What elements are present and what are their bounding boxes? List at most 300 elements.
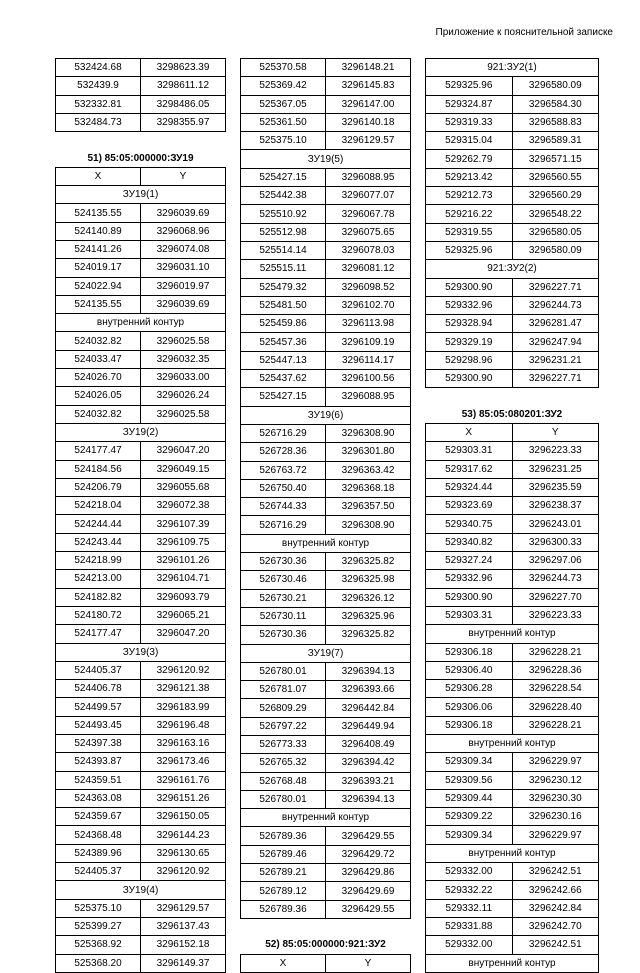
x-cell: 524141.26 [56,240,141,258]
x-cell: 529323.69 [426,497,513,515]
y-cell: 3296429.69 [326,882,411,900]
table-row [241,223,411,241]
y-cell: 3296580.09 [512,241,599,259]
x-cell: X [426,423,513,441]
table-row [241,479,411,497]
y-cell: 3296242.66 [512,881,599,899]
table-row [241,553,411,571]
table-row [241,315,411,333]
y-cell: 3296074.08 [141,240,226,258]
x-cell: 529324.87 [426,95,513,113]
y-cell: 3296589.31 [512,132,599,150]
y-cell: 3296196.48 [141,716,226,734]
x-cell: 526789.46 [241,845,326,863]
x-cell: 524393.87 [56,753,141,771]
y-cell: 3296297.06 [512,552,599,570]
x-cell: 525427.15 [241,388,326,406]
x-cell: 524177.47 [56,442,141,460]
y-cell: 3296077.07 [326,187,411,205]
x-cell: 525427.15 [241,168,326,186]
x-cell: 524213.00 [56,570,141,588]
x-cell: 532424.68 [56,59,141,77]
section-spacer [425,388,599,405]
x-cell: 525512.98 [241,223,326,241]
x-cell: 524493.45 [56,716,141,734]
x-cell: 532484.73 [56,113,141,131]
x-cell: 529317.62 [426,460,513,478]
y-cell: 3298355.97 [141,113,226,131]
table-row [56,77,226,95]
x-cell: 529306.18 [426,716,513,734]
y-cell: 3296065.21 [141,606,226,624]
y-cell: 3296242.51 [512,863,599,881]
contour-label-row [426,954,599,972]
x-cell: 526780.01 [241,662,326,680]
x-cell: 529298.96 [426,351,513,369]
table-row [241,754,411,772]
table-row [241,681,411,699]
contour-label-row [56,186,226,204]
y-cell: 3296301.80 [326,443,411,461]
table-row [56,753,226,771]
y-cell: 3296067.78 [326,205,411,223]
contour-label: внутренний контур [426,734,599,752]
x-cell: 524177.47 [56,625,141,643]
table-row [426,936,599,954]
table-row [56,716,226,734]
y-cell: 3296408.49 [326,735,411,753]
x-cell: 525375.10 [241,132,326,150]
table-row [56,936,226,954]
table-row [241,772,411,790]
x-cell: 529300.90 [426,588,513,606]
table-row [241,95,411,113]
table-row [241,461,411,479]
y-cell: 3296033.00 [141,369,226,387]
x-cell: 525447.13 [241,351,326,369]
x-cell: 524368.48 [56,826,141,844]
x-cell: 524032.82 [56,405,141,423]
y-cell: 3298611.12 [141,77,226,95]
y-cell: 3296107.39 [141,515,226,533]
y-cell: 3296144.23 [141,826,226,844]
x-cell: 529319.33 [426,113,513,131]
table-row [426,315,599,333]
table-row [426,570,599,588]
table-row [56,844,226,862]
coordinates-table [425,58,599,388]
y-cell: 3296242.84 [512,899,599,917]
table-row [241,278,411,296]
contour-label-row [241,809,411,827]
x-cell: X [56,167,141,185]
section-heading: 51) 85:05:000000:ЗУ19 [87,152,194,164]
x-cell: 529332.96 [426,296,513,314]
y-cell: 3296247.94 [512,333,599,351]
y-cell: 3296047.20 [141,625,226,643]
x-cell: 526789.36 [241,900,326,918]
contour-label: ЗУ19(3) [56,643,226,661]
y-cell: 3296047.20 [141,442,226,460]
y-cell: 3296039.69 [141,204,226,222]
x-cell: 524218.99 [56,552,141,570]
table-row [426,77,599,95]
y-cell: 3296368.18 [326,479,411,497]
x-cell: 524026.70 [56,369,141,387]
contour-label-row [241,406,411,424]
table-row [56,95,226,113]
table-row [426,333,599,351]
x-cell: 524140.89 [56,222,141,240]
y-cell: 3296308.90 [326,516,411,534]
y-cell: 3296393.66 [326,681,411,699]
table-row [56,350,226,368]
y-cell: 3296325.98 [326,571,411,589]
x-cell: 529309.56 [426,771,513,789]
table-row [241,589,411,607]
table-row [56,734,226,752]
x-cell: 529315.04 [426,132,513,150]
table-row [241,296,411,314]
table-row [426,478,599,496]
table-row [56,369,226,387]
x-cell: 525369.42 [241,77,326,95]
table-row [426,296,599,314]
y-cell: 3296113.98 [326,315,411,333]
y-cell: 3296145.83 [326,77,411,95]
y-cell: 3296025.58 [141,332,226,350]
x-cell: 529213.42 [426,168,513,186]
table-row [426,899,599,917]
table-row [241,735,411,753]
table-row [241,132,411,150]
y-cell: 3296238.37 [512,497,599,515]
x-cell: 524244.44 [56,515,141,533]
x-cell: 529309.44 [426,789,513,807]
y-cell: 3296231.21 [512,351,599,369]
y-cell: 3296075.65 [326,223,411,241]
y-cell: 3296230.16 [512,808,599,826]
table-row [426,95,599,113]
y-cell: 3296394.42 [326,754,411,772]
x-cell: 524033.47 [56,350,141,368]
y-cell: Y [141,167,226,185]
table-row [241,333,411,351]
table-row [241,241,411,259]
y-cell: 3296357.50 [326,498,411,516]
table-row [426,716,599,734]
y-cell: 3296243.01 [512,515,599,533]
y-cell: 3296228.40 [512,698,599,716]
x-cell: 529340.75 [426,515,513,533]
x-cell: 529300.90 [426,370,513,388]
table-row [56,478,226,496]
table-row [426,168,599,186]
x-cell: 526716.29 [241,516,326,534]
table-row [56,113,226,131]
x-cell: 529303.31 [426,606,513,624]
x-cell: 525361.50 [241,113,326,131]
x-cell: 524019.17 [56,259,141,277]
y-cell: 3296548.22 [512,205,599,223]
coordinates-column-3 [425,58,599,973]
y-cell: 3296228.21 [512,716,599,734]
table-row [426,753,599,771]
x-cell: 529332.00 [426,936,513,954]
coordinates-column-2 [240,58,411,973]
x-cell: 524405.37 [56,863,141,881]
x-cell: 529212.73 [426,187,513,205]
x-cell: 524389.96 [56,844,141,862]
table-row [426,351,599,369]
table-row [56,204,226,222]
y-cell: 3296442.84 [326,699,411,717]
table-row [56,606,226,624]
coordinates-table [240,954,411,973]
x-cell: 529306.18 [426,643,513,661]
x-cell: 526765.32 [241,754,326,772]
y-cell: 3296129.57 [141,899,226,917]
table-row [56,899,226,917]
table-row [426,917,599,935]
table-row [56,771,226,789]
y-cell: 3296308.90 [326,424,411,442]
table-row [241,954,411,972]
x-cell: 526809.29 [241,699,326,717]
y-cell: 3296100.56 [326,370,411,388]
table-row [241,845,411,863]
y-cell: 3296429.86 [326,864,411,882]
y-cell: 3296325.82 [326,553,411,571]
y-cell: 3296326.12 [326,589,411,607]
y-cell: 3296449.94 [326,717,411,735]
table-row [241,370,411,388]
x-cell: 529325.96 [426,77,513,95]
y-cell: 3296032.35 [141,350,226,368]
table-row [426,789,599,807]
y-cell: 3296363.42 [326,461,411,479]
section-spacer [240,919,411,936]
table-row [56,405,226,423]
table-row [426,187,599,205]
table-row [426,698,599,716]
x-cell: 532439.9 [56,77,141,95]
table-row [56,295,226,313]
y-cell: 3296230.30 [512,789,599,807]
table-row [241,882,411,900]
y-cell: 3296281.47 [512,315,599,333]
y-cell: 3296104.71 [141,570,226,588]
y-cell: 3296148.21 [326,59,411,77]
table-row [426,661,599,679]
x-cell: 526789.21 [241,864,326,882]
y-cell: 3296150.05 [141,808,226,826]
contour-label: внутренний контур [56,314,226,332]
table-row [241,699,411,717]
y-cell: 3296130.65 [141,844,226,862]
x-cell: 526797.22 [241,717,326,735]
y-cell: 3296120.92 [141,661,226,679]
table-row [56,954,226,972]
table-row [426,808,599,826]
x-cell: 525442.38 [241,187,326,205]
y-cell: 3296025.58 [141,405,226,423]
table-row [56,167,226,185]
table-row [56,826,226,844]
table-row [56,332,226,350]
section-spacer [55,132,226,149]
contour-label: ЗУ19(7) [241,644,411,662]
x-cell: 525368.92 [56,936,141,954]
table-row [426,588,599,606]
y-cell: 3296429.72 [326,845,411,863]
contour-label: ЗУ19(2) [56,423,226,441]
y-cell: 3296560.29 [512,187,599,205]
x-cell: 525375.10 [56,899,141,917]
table-row [241,900,411,918]
contour-label-row [56,314,226,332]
contour-label: внутренний контур [426,844,599,862]
table-row [241,205,411,223]
x-cell: 526750.40 [241,479,326,497]
y-cell: 3296231.25 [512,460,599,478]
table-row [56,442,226,460]
table-row [241,260,411,278]
y-cell: 3296039.69 [141,295,226,313]
table-row [426,460,599,478]
y-cell: 3296227.70 [512,588,599,606]
y-cell: 3296560.55 [512,168,599,186]
y-cell: 3296580.05 [512,223,599,241]
contour-label-row [56,423,226,441]
x-cell: 526780.01 [241,790,326,808]
y-cell: 3296325.82 [326,626,411,644]
y-cell: 3296098.52 [326,278,411,296]
y-cell: 3296072.38 [141,497,226,515]
x-cell: 525370.58 [241,59,326,77]
coordinates-table [55,167,226,973]
contour-label: ЗУ19(4) [56,881,226,899]
x-cell: 526763.72 [241,461,326,479]
x-cell: 529309.22 [426,808,513,826]
table-row [56,277,226,295]
x-cell: 524206.79 [56,478,141,496]
table-row [426,515,599,533]
table-row [426,680,599,698]
x-cell: 529331.88 [426,917,513,935]
x-cell: 529327.24 [426,552,513,570]
table-row [426,643,599,661]
table-row [426,606,599,624]
table-row [426,241,599,259]
y-cell: 3298486.05 [141,95,226,113]
x-cell: 529309.34 [426,753,513,771]
table-row [426,370,599,388]
x-cell: 526730.21 [241,589,326,607]
contour-label-row [426,260,599,278]
table-row [241,443,411,461]
y-cell: 3296394.13 [326,662,411,680]
y-cell: Y [326,954,411,972]
y-cell: 3296227.71 [512,278,599,296]
x-cell: 524180.72 [56,606,141,624]
x-cell: X [241,954,326,972]
y-cell: 3296055.68 [141,478,226,496]
x-cell: 525514.14 [241,241,326,259]
table-row [426,113,599,131]
page-header: Приложение к пояснительной записке [435,27,613,38]
x-cell: 529300.90 [426,278,513,296]
x-cell: 524243.44 [56,533,141,551]
y-cell: 3296031.10 [141,259,226,277]
contour-label: внутренний контур [426,625,599,643]
x-cell: 529340.82 [426,533,513,551]
table-row [56,460,226,478]
x-cell: 524135.55 [56,295,141,313]
table-row [56,222,226,240]
x-cell: 529306.28 [426,680,513,698]
table-row [241,168,411,186]
x-cell: 529303.31 [426,442,513,460]
table-row [426,223,599,241]
contour-label-row [426,844,599,862]
x-cell: 524359.67 [56,808,141,826]
table-row [56,863,226,881]
y-cell: 3296244.73 [512,296,599,314]
table-row [56,497,226,515]
x-cell: 526730.36 [241,553,326,571]
x-cell: 524499.57 [56,698,141,716]
x-cell: 524405.37 [56,661,141,679]
x-cell: 525515.11 [241,260,326,278]
y-cell: 3296019.97 [141,277,226,295]
x-cell: 524026.05 [56,387,141,405]
y-cell: Y [512,423,599,441]
x-cell: 529332.96 [426,570,513,588]
table-row [426,150,599,168]
y-cell: 3296242.70 [512,917,599,935]
y-cell: 3296242.51 [512,936,599,954]
x-cell: 529332.22 [426,881,513,899]
y-cell: 3296235.59 [512,478,599,496]
y-cell: 3296229.97 [512,826,599,844]
y-cell: 3296227.71 [512,370,599,388]
x-cell: 524218.04 [56,497,141,515]
table-row [241,77,411,95]
y-cell: 3296584.30 [512,95,599,113]
table-row [56,552,226,570]
y-cell: 3296151.26 [141,789,226,807]
y-cell: 3296088.95 [326,388,411,406]
table-row [56,59,226,77]
x-cell: 526781.07 [241,681,326,699]
table-row [56,698,226,716]
y-cell: 3296102.70 [326,296,411,314]
table-row [56,240,226,258]
x-cell: 524363.08 [56,789,141,807]
y-cell: 3296393.21 [326,772,411,790]
table-row [241,717,411,735]
y-cell: 3296228.54 [512,680,599,698]
table-row [56,789,226,807]
x-cell: 525481.50 [241,296,326,314]
x-cell: 524022.94 [56,277,141,295]
x-cell: 525399.27 [56,917,141,935]
x-cell: 529262.79 [426,150,513,168]
y-cell: 3296429.55 [326,827,411,845]
x-cell: 526730.36 [241,626,326,644]
y-cell: 3296137.43 [141,917,226,935]
